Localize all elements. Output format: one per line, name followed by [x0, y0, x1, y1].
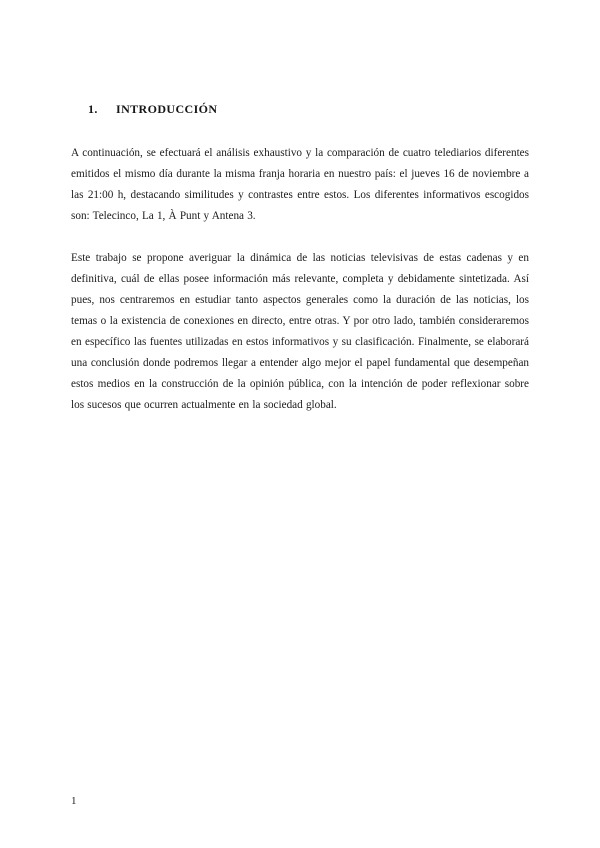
page-number: 1 [71, 795, 77, 807]
page-content [71, 102, 529, 437]
section-heading-title: INTRODUCCIÓN [116, 102, 218, 116]
paragraph-intro-objectives: Este trabajo se propone averiguar la dinámica de las noticias televisivas de estas cadenas y en definitiva, cuál de ellas posee información más relevante, completa y debidamente sintetizada. Así pues, nos centraremos en estudiar tanto aspectos generales como la duración de las noticias, los temas o la existencia de conexiones en directo, entre otras. Y por otro lado, también consideraremos en específico las fuentes utilizadas en estos informativos y su clasificación. Finalmente, se elaborará una conclusión donde podremos llegar a entender algo mejor el papel fundamental que desempeñan estos medios en la construcción de la opinión pública, con la intención de poder reflexionar sobre los sucesos que ocurren actualmente en la sociedad global. [71, 252, 529, 411]
section-heading-number: 1. [88, 102, 98, 116]
paragraph-intro-overview: A continuación, se efectuará el análisis exhaustivo y la comparación de cuatro telediarios diferentes emitidos el mismo día durante la misma franja horaria en nuestro país: el jueves 16 de noviembre a las 21:00 h, destacando similitudes y contrastes entre estos. Los diferentes informativos escogidos son: Telecinco, La 1, À Punt y Antena 3. [71, 147, 529, 222]
section-heading [88, 102, 529, 117]
